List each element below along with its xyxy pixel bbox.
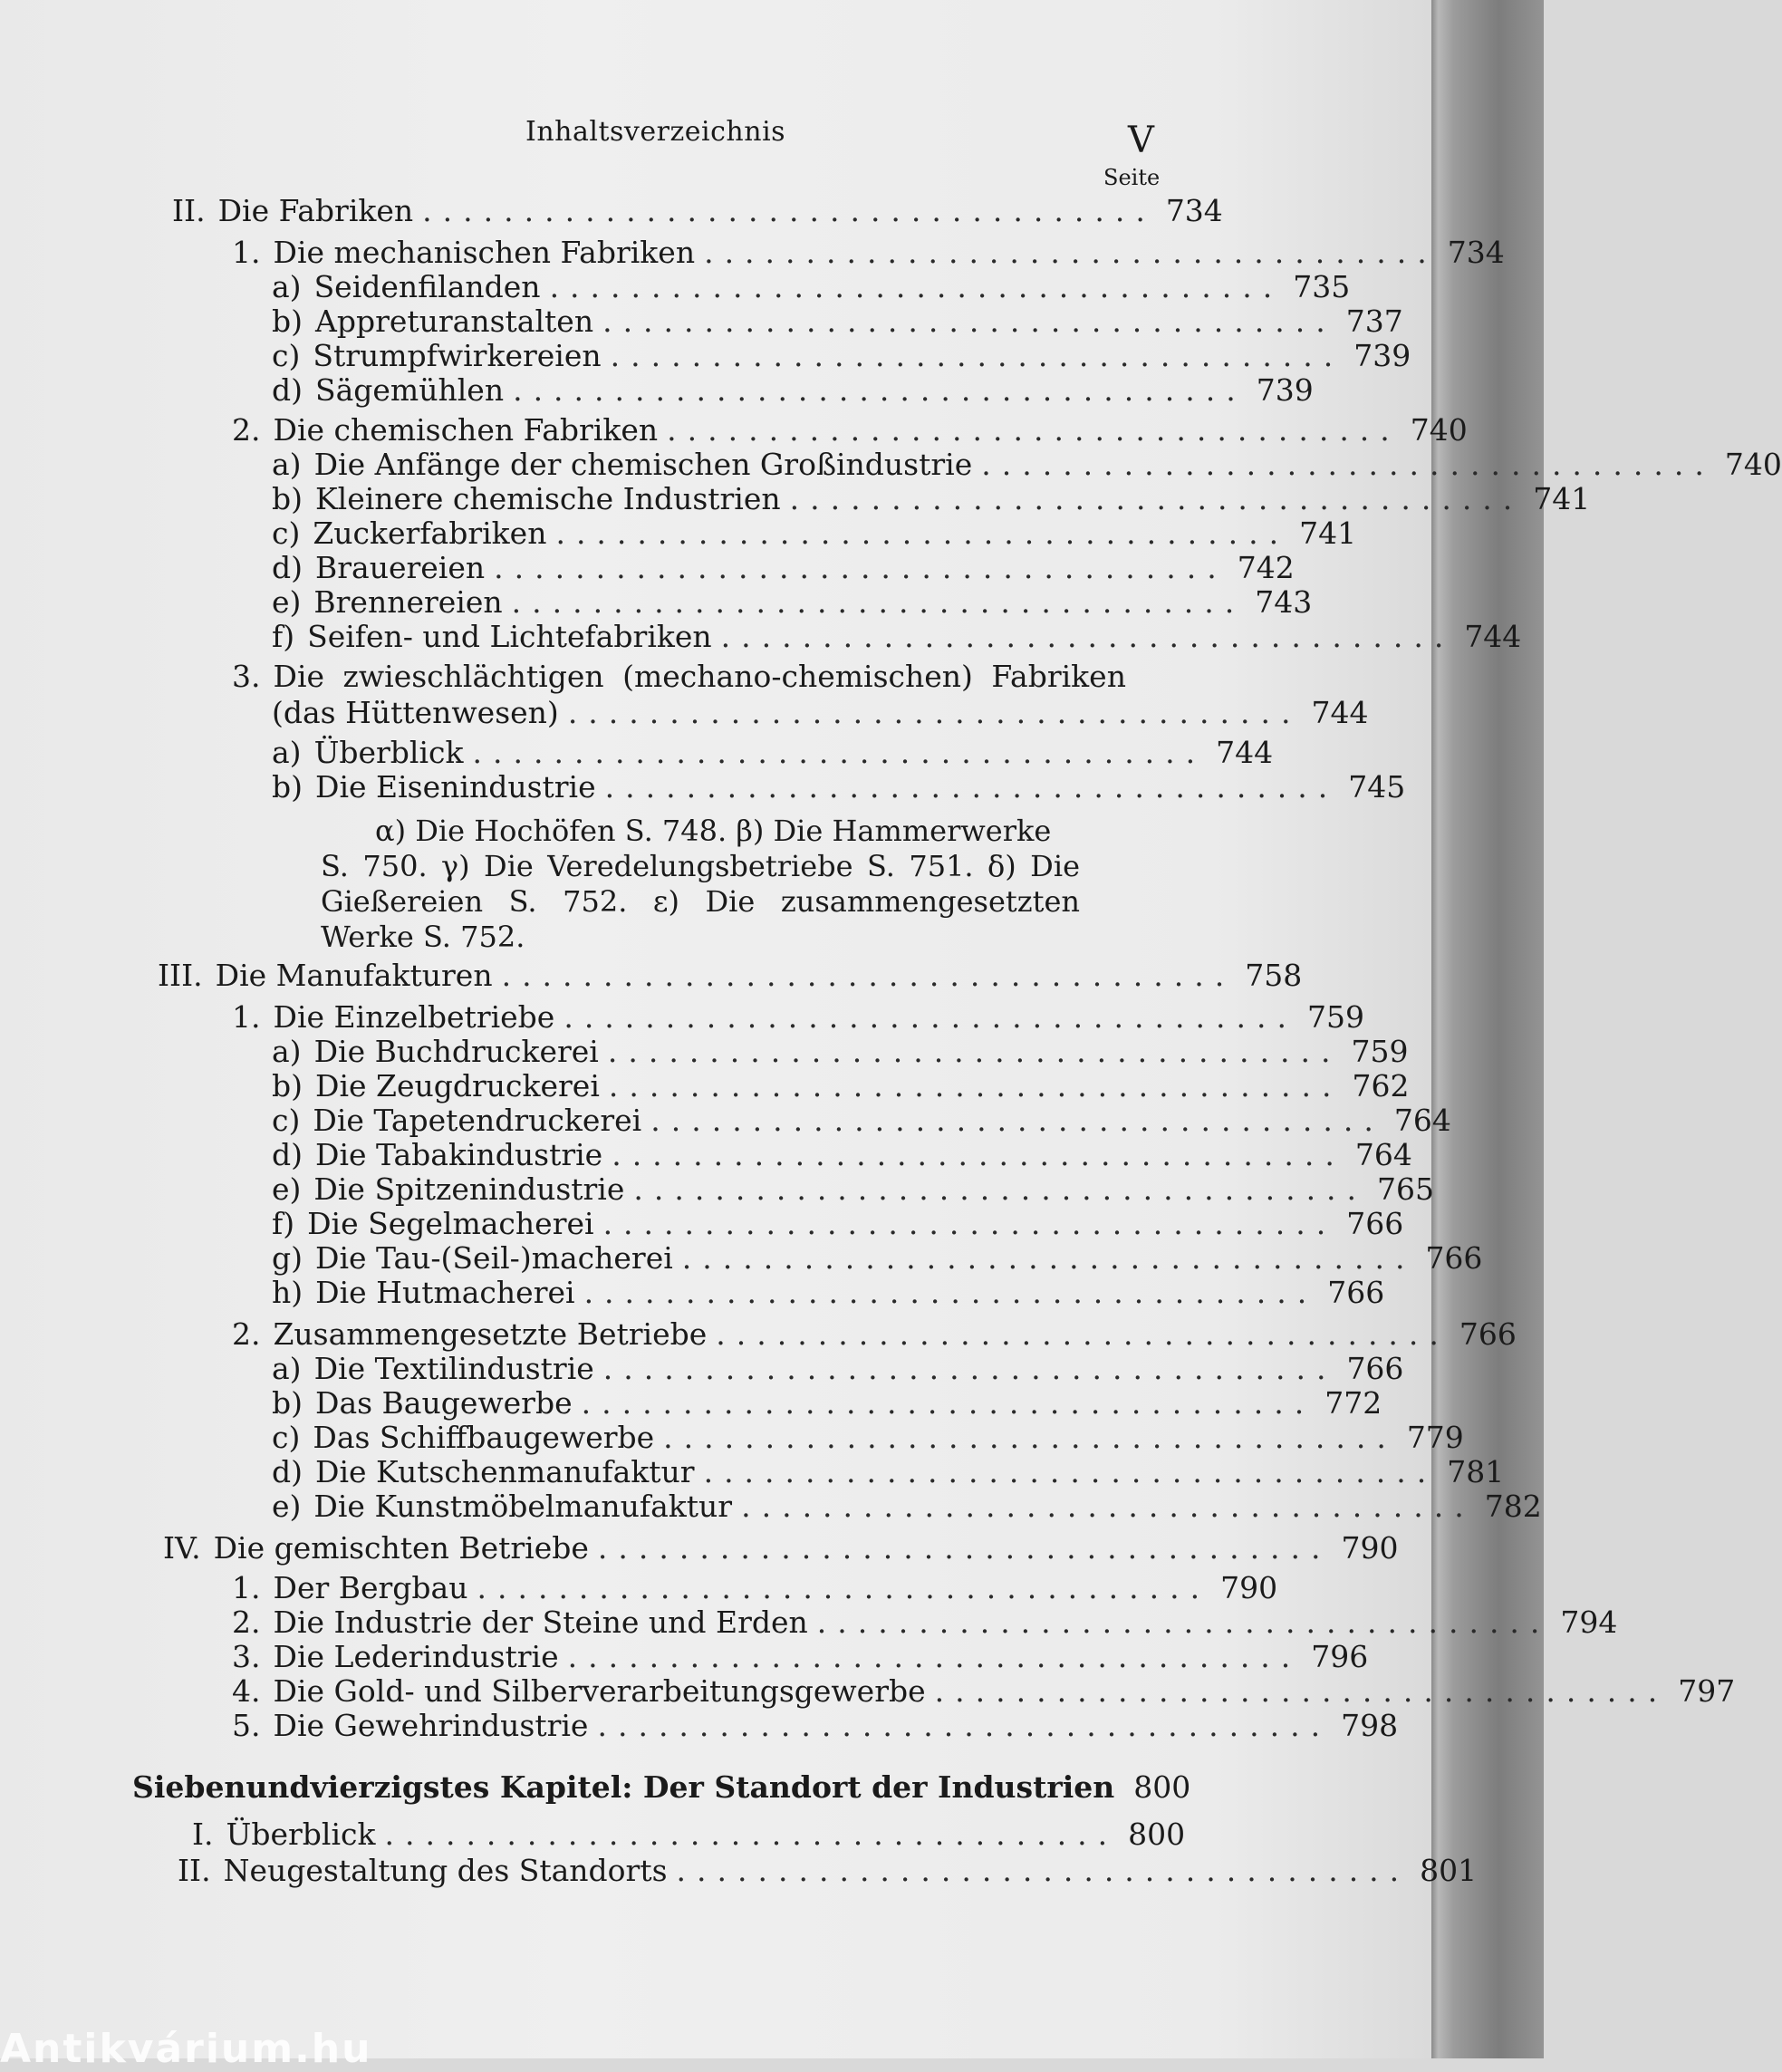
toc-entry: b) Das Baugewerbe .................................... 772 [272, 1385, 1382, 1421]
toc-entry: h) Die Hutmacherei .................................... 766 [272, 1275, 1385, 1310]
toc-entry: I. Überblick .................................... 800 [192, 1817, 1186, 1852]
toc-entry: d) Brauereien .................................... 742 [272, 550, 1295, 585]
toc-entry: 3. Die zwieschlächtigen (mechano-chemischen) Fabriken [232, 659, 1126, 694]
toc-entry: 2. Die Industrie der Steine und Erden .................................... 794 [232, 1605, 1618, 1640]
seite-label: Seite [1103, 165, 1161, 190]
toc-entry: 1. Die Einzelbetriebe .................................... 759 [232, 999, 1364, 1035]
subsection-note: α) Die Hochöfen S. 748. β) Die Hammerwerke S. 750. γ) Die Veredelungsbetriebe S. 751. δ) Die Gießereien S. 752. ε) Die zusammengesetzten Werke S. 752. [321, 814, 1080, 954]
toc-entry: c) Das Schiffbaugewerbe .................................... 779 [272, 1420, 1464, 1455]
running-head: Inhaltsverzeichnis [525, 116, 786, 148]
toc-entry: 5. Die Gewehrindustrie .................................... 798 [232, 1708, 1399, 1743]
toc-entry: a) Die Anfänge der chemischen Großindustrie .................................... 740 [272, 447, 1782, 482]
toc-entry: e) Die Kunstmöbelmanufaktur .................................... 782 [272, 1489, 1542, 1524]
toc-entry: II. Die Fabriken .................................... 734 [172, 193, 1223, 228]
toc-entry: a) Seidenfilanden .................................... 735 [272, 269, 1351, 304]
toc-entry: 2. Die chemischen Fabriken .................................... 740 [232, 412, 1468, 448]
toc-entry: II. Neugestaltung des Standorts .................................... 801 [178, 1853, 1478, 1888]
toc-entry: b) Die Zeugdruckerei .................................... 762 [272, 1068, 1410, 1103]
toc-entry: g) Die Tau-(Seil-)macherei .................................... 766 [272, 1240, 1483, 1276]
toc-entry: d) Die Tabakindustrie .................................... 764 [272, 1137, 1412, 1172]
toc-entry: c) Zuckerfabriken .................................... 741 [272, 516, 1357, 551]
toc-entry: a) Die Textilindustrie .................................... 766 [272, 1351, 1404, 1386]
toc-entry: b) Kleinere chemische Industrien .................................... 741 [272, 481, 1591, 516]
watermark-text: Antikvárium.hu [0, 2026, 372, 2072]
toc-entry: f) Seifen- und Lichtefabriken .................................... 744 [272, 619, 1522, 654]
toc-entry: 3. Die Lederindustrie .................................... 796 [232, 1639, 1369, 1674]
chapter-heading: Siebenundvierzigstes Kapitel: Der Standort der Industrien 800 [132, 1769, 1191, 1805]
toc-entry: (das Hüttenwesen) .................................... 744 [272, 695, 1369, 730]
toc-entry: 4. Die Gold- und Silberverarbeitungsgewerbe .................................... 797 [232, 1673, 1736, 1709]
toc-entry: a) Die Buchdruckerei .................................... 759 [272, 1034, 1409, 1069]
toc-entry: 2. Zusammengesetzte Betriebe .................................... 766 [232, 1316, 1517, 1352]
page-number: V [1128, 120, 1154, 161]
toc-entry: c) Strumpfwirkereien .................................... 739 [272, 338, 1411, 373]
toc-entry: b) Die Eisenindustrie .................................... 745 [272, 769, 1406, 805]
toc-entry: e) Brennereien .................................... 743 [272, 584, 1313, 620]
toc-entry: b) Appreturanstalten .................................... 737 [272, 304, 1403, 339]
toc-entry: d) Sägemühlen .................................... 739 [272, 372, 1314, 408]
page-edge-shadow [1431, 0, 1544, 2058]
toc-entry: c) Die Tapetendruckerei .................................... 764 [272, 1103, 1451, 1138]
toc-entry: 1. Die mechanischen Fabriken .................................... 734 [232, 235, 1505, 270]
toc-entry: IV. Die gemischten Betriebe .................................... 790 [163, 1530, 1399, 1566]
toc-entry: a) Überblick .................................... 744 [272, 735, 1274, 770]
toc-entry: f) Die Segelmacherei .................................... 766 [272, 1206, 1404, 1241]
toc-entry: 1. Der Bergbau .................................... 790 [232, 1570, 1278, 1605]
toc-entry: e) Die Spitzenindustrie .................................... 765 [272, 1171, 1435, 1207]
toc-entry: III. Die Manufakturen .................................... 758 [158, 958, 1303, 993]
toc-entry: d) Die Kutschenmanufaktur .................................... 781 [272, 1454, 1505, 1489]
